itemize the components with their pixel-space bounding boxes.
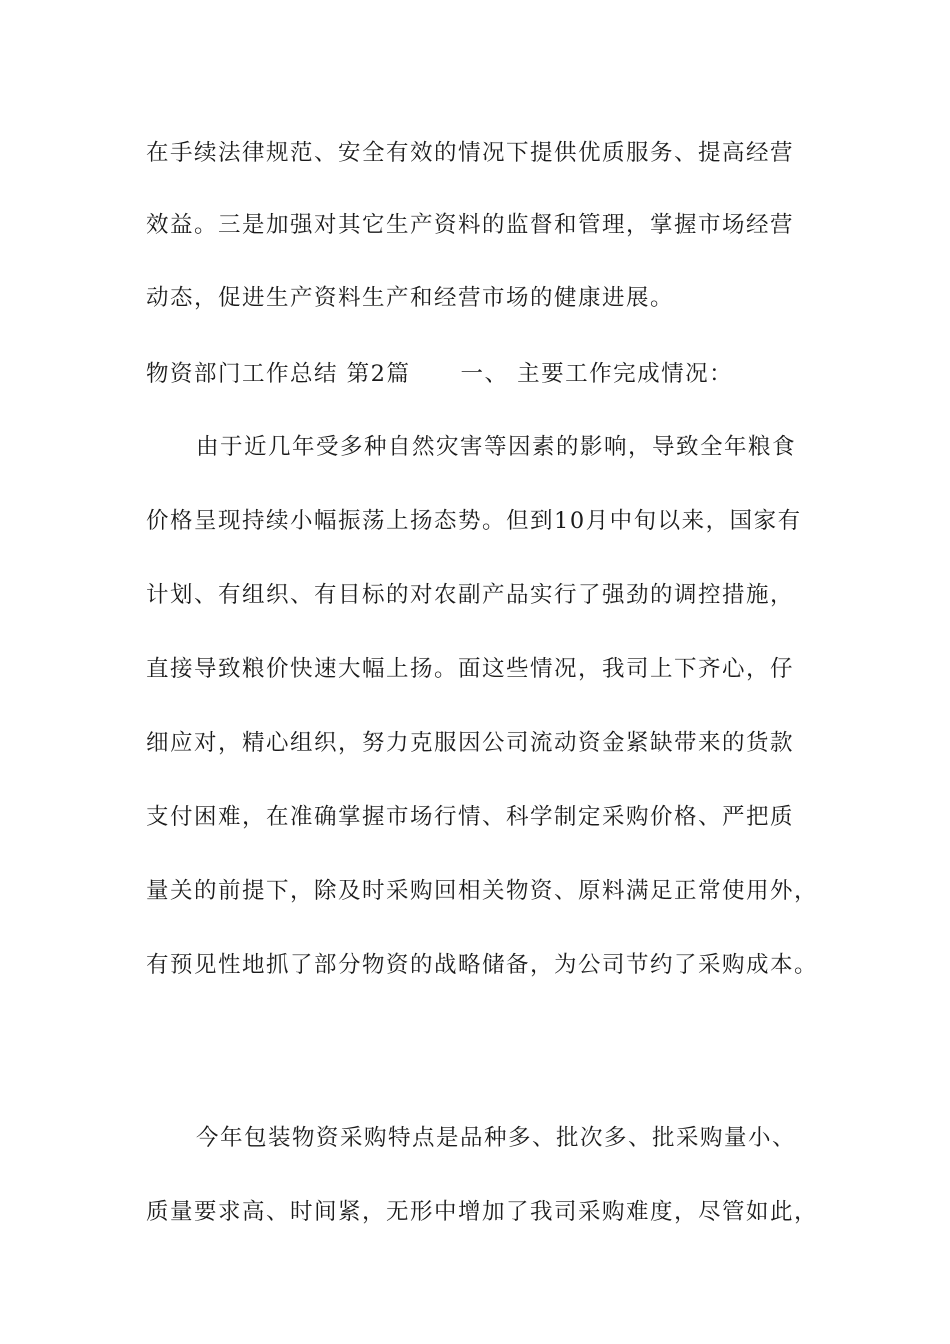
text-line: 支付困难，在准确掌握市场行情、科学制定采购价格、严把质	[146, 804, 795, 830]
text-line: 计划、有组织、有目标的对农副产品实行了强劲的调控措施，	[146, 582, 795, 608]
text-line: 动态，促进生产资料生产和经营市场的健康进展。	[146, 285, 675, 311]
text-line: 效益。三是加强对其它生产资料的监督和管理，掌握市场经营	[146, 212, 795, 238]
text-line: 量关的前提下，除及时采购回相关物资、原料满足正常使用外，	[146, 878, 819, 904]
section-subheading: 一、 主要工作完成情况：	[460, 361, 734, 387]
text-line: 细应对，精心组织，努力克服因公司流动资金紧缺带来的货款	[146, 730, 795, 756]
section-title: 物资部门工作总结 第2篇	[146, 361, 411, 387]
text-line: 有预见性地抓了部分物资的战略储备，为公司节约了采购成本。	[146, 952, 819, 978]
text-line: 质量要求高、时间紧，无形中增加了我司采购难度，尽管如此，	[146, 1199, 819, 1225]
text-line: 直接导致粮价快速大幅上扬。面这些情况，我司上下齐心，仔	[146, 656, 795, 682]
section-heading-row	[146, 359, 733, 389]
text-line: 今年包装物资采购特点是品种多、批次多、批采购量小、	[196, 1125, 797, 1151]
text-line: 在手续法律规范、安全有效的情况下提供优质服务、提高经营	[146, 140, 795, 166]
text-line: 价格呈现持续小幅振荡上扬态势。但到10月中旬以来，国家有	[146, 508, 802, 534]
text-line: 由于近几年受多种自然灾害等因素的影响，导致全年粮食	[196, 434, 797, 460]
